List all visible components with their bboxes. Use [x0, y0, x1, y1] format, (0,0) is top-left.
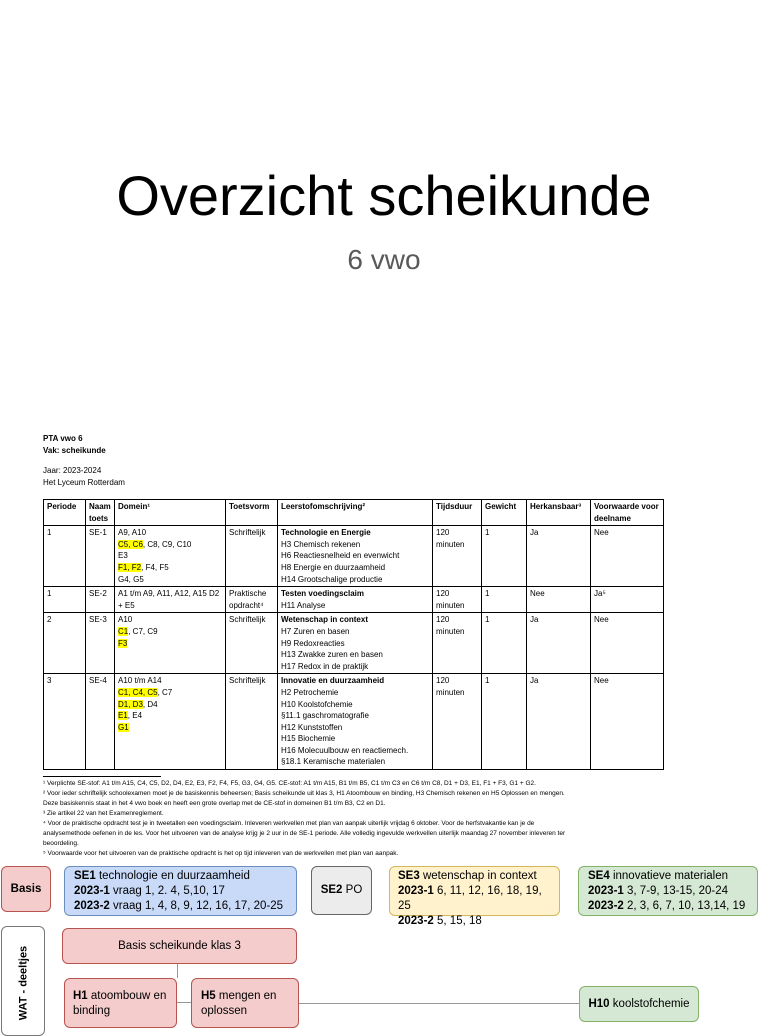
se1-questions2: vraag 1, 4, 8, 9, 12, 16, 17, 20-25	[113, 900, 284, 912]
footnote-divider	[43, 776, 161, 777]
footnotes	[43, 779, 683, 859]
cell-naam: SE-1	[86, 526, 115, 587]
cell-leerstof: Testen voedingsclaim H11 Analyse	[278, 587, 433, 613]
footnote: beoordeling.	[43, 840, 79, 847]
footnote: ² Voor ieder schriftelijk schoolexamen moet je de basiskennis beheersen; Basis scheikunde uit klas 3, H1 Atoombouw en binding, H3 Chemisch rekenen en H5 Oplossen en mengen.	[43, 790, 565, 797]
cell-tijdsduur: 120 minuten	[433, 587, 482, 613]
cell-voorwaarde: Nee	[591, 674, 664, 770]
cell-leerstof: Innovatie en duurzaamheid H2 Petrochemie H10 Koolstofchemie §11.1 gaschromatografie H12 Kunststoffen H15 Biochemie H16 Molecuulbouw en reactiemech. §18.1 Keramische materialen	[278, 674, 433, 770]
h10-label: H10	[588, 997, 610, 1010]
cell-periode: 3	[44, 674, 86, 770]
cell-toetsvorm: Schriftelijk	[226, 526, 278, 587]
se3-label: SE3	[398, 870, 420, 882]
se3-questions2: 5, 15, 18	[437, 915, 482, 927]
se3-year1: 2023-1	[398, 885, 434, 897]
basis-box	[1, 866, 51, 912]
se2-box	[311, 866, 372, 915]
cell-voorwaarde: Nee	[591, 526, 664, 587]
se2-text: PO	[345, 884, 363, 896]
th-domein: Domein¹	[115, 500, 226, 526]
cell-toetsvorm: Praktische opdracht⁴	[226, 587, 278, 613]
cell-domein: A1 t/m A9, A11, A12, A15 D2 + E5	[115, 587, 226, 613]
connector	[299, 1003, 579, 1004]
pta-school: Het Lyceum Rotterdam	[43, 477, 125, 487]
se4-label: SE4	[588, 870, 610, 882]
cell-domein: A9, A10 C5, C6, C8, C9, C10 E3 F1, F2, F4, F5 G4, G5	[115, 526, 226, 587]
table-row	[44, 587, 664, 613]
h1-text: atoombouw en binding	[73, 990, 167, 1017]
cell-leerstof: Technologie en Energie H3 Chemisch rekenen H6 Reactiesnelheid en evenwicht H8 Energie en duurzaamheid H14 Grootschalige productie	[278, 526, 433, 587]
h1-label: H1	[73, 990, 88, 1002]
cell-herkansbaar: Ja	[527, 613, 591, 674]
cell-domein: A10 t/m A14 C1, C4, C5, C7 D1, D3, D4 E1, E4 G1	[115, 674, 226, 770]
se4-box	[578, 866, 758, 916]
h10-text: koolstofchemie	[612, 997, 690, 1010]
h5-box	[191, 978, 299, 1028]
cell-naam: SE-2	[86, 587, 115, 613]
cell-herkansbaar: Nee	[527, 587, 591, 613]
footnote: ¹ Verplichte SE-stof: A1 t/m A15, C4, C5, D2, D4, E2, E3, F2, F4, F5, G3, G4, G5. CE-stof: A1 t/m A15, B1 t/m B5, C1 t/m C3 en C6 t/m C8, D1 + D3, E1, F1 + F3, G1 + G2.	[43, 780, 536, 787]
se4-questions1: 3, 7-9, 13-15, 20-24	[627, 885, 729, 897]
cell-herkansbaar: Ja	[527, 526, 591, 587]
cell-gewicht: 1	[482, 587, 527, 613]
se3-text: wetenschap in context	[422, 870, 537, 882]
table-row	[44, 613, 664, 674]
se4-year2: 2023-2	[588, 900, 624, 912]
h5-text: mengen en oplossen	[201, 990, 277, 1017]
se3-year2: 2023-2	[398, 915, 434, 927]
pta-year: Jaar: 2023-2024	[43, 466, 102, 475]
pta-title: PTA vwo 6	[43, 434, 83, 443]
th-gewicht: Gewicht	[482, 500, 527, 526]
table-row	[44, 526, 664, 587]
footnote: analysemethode oefenen in de les. Voor het uitvoeren van de analyse krijg je 2 uur in de SE-1 periode. Alle volledig ingevulde werkvellen uiterlijk maandag 27 november inleveren ter	[43, 830, 566, 837]
wat-box	[1, 926, 45, 1036]
connector	[177, 1002, 191, 1003]
cell-gewicht: 1	[482, 674, 527, 770]
slide-title: Overzicht scheikunde	[116, 164, 652, 227]
footnote: Deze basiskennis staat in het 4 vwo boek en heeft een grote overlap met de CE-stof in domeinen B1 t/m B3, C2 en D1.	[43, 800, 386, 807]
cell-naam: SE-3	[86, 613, 115, 674]
cell-tijdsduur: 120 minuten	[433, 674, 482, 770]
se1-text: technologie en duurzaamheid	[98, 870, 250, 882]
cell-naam: SE-4	[86, 674, 115, 770]
basis-klas3-box	[62, 928, 297, 964]
footnote: ⁵ Voorwaarde voor het uitvoeren van de praktische opdracht is het op tijd inleveren van de werkvellen met plan van aanpak.	[43, 850, 399, 857]
h1-box	[64, 978, 177, 1028]
th-periode: Periode	[44, 500, 86, 526]
connector	[177, 964, 178, 978]
se4-questions2: 2, 3, 6, 7, 10, 13,14, 19	[627, 900, 746, 912]
pta-header	[43, 433, 683, 488]
cell-gewicht: 1	[482, 613, 527, 674]
cell-voorwaarde: Ja⁵	[591, 587, 664, 613]
footnote: ⁴ Voor de praktische opdracht test je in tweetallen een voedingsclaim. Inleveren werkvellen met plan van aanpak uiterlijk vrijdag 6 oktober. Voor de herfstvakantie kan je de	[43, 820, 535, 827]
th-naam: Naam toets	[86, 500, 115, 526]
se2-label: SE2	[320, 884, 343, 896]
se1-box	[64, 866, 297, 916]
th-herkansbaar: Herkansbaar³	[527, 500, 591, 526]
cell-voorwaarde: Nee	[591, 613, 664, 674]
cell-periode: 2	[44, 613, 86, 674]
wat-label: WAT - deeltjes	[17, 945, 30, 1021]
basis-label: Basis	[10, 882, 42, 895]
table-header-row	[44, 500, 664, 526]
pta-table	[43, 499, 664, 770]
cell-toetsvorm: Schriftelijk	[226, 613, 278, 674]
table-row	[44, 674, 664, 770]
th-voorwaarde: Voorwaarde voor deelname	[591, 500, 664, 526]
cell-tijdsduur: 120 minuten	[433, 613, 482, 674]
th-toetsvorm: Toetsvorm	[226, 500, 278, 526]
se3-questions1: 6, 11, 12, 16, 18, 19, 25	[398, 885, 542, 912]
se4-text: innovatieve materialen	[612, 870, 729, 882]
slide-subtitle: 6 vwo	[347, 244, 421, 275]
h10-box	[579, 986, 699, 1022]
se4-year1: 2023-1	[588, 885, 624, 897]
se1-label: SE1	[74, 870, 96, 882]
se3-box	[389, 866, 560, 927]
th-leerstof: Leerstofomschrijving²	[278, 500, 433, 526]
cell-periode: 1	[44, 526, 86, 587]
pta-subject: Vak: scheikunde	[43, 445, 106, 455]
cell-herkansbaar: Ja	[527, 674, 591, 770]
cell-domein: A10 C1, C7, C9 F3	[115, 613, 226, 674]
h5-label: H5	[201, 990, 216, 1002]
se1-year2: 2023-2	[74, 900, 110, 912]
th-tijdsduur: Tijdsduur	[433, 500, 482, 526]
cell-toetsvorm: Schriftelijk	[226, 674, 278, 770]
se1-year1: 2023-1	[74, 885, 110, 897]
se1-questions1: vraag 1, 2. 4, 5,10, 17	[113, 885, 225, 897]
basis-klas3-label: Basis scheikunde klas 3	[118, 939, 241, 952]
cell-leerstof: Wetenschap in context H7 Zuren en basen H9 Redoxreacties H13 Zwakke zuren en basen H17 Redox in de praktijk	[278, 613, 433, 674]
cell-tijdsduur: 120 minuten	[433, 526, 482, 587]
cell-periode: 1	[44, 587, 86, 613]
cell-gewicht: 1	[482, 526, 527, 587]
footnote: ³ Zie artikel 22 van het Examenreglement.	[43, 810, 164, 817]
